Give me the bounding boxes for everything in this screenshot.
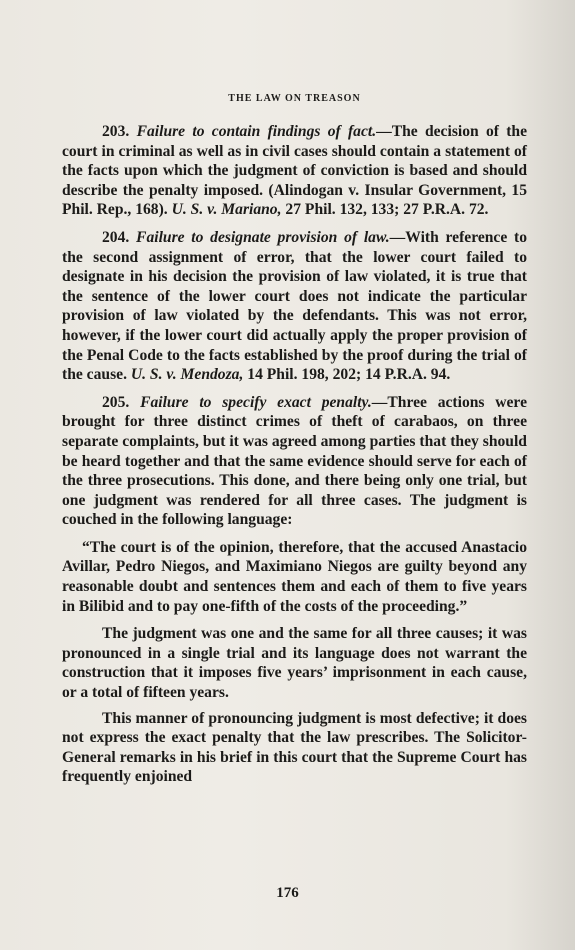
citation-reference: 14 Phil. 198, 202; 14 P.R.A. 94. bbox=[247, 366, 451, 384]
citation-case: U. S. v. Mendoza, bbox=[130, 366, 244, 384]
section-heading: Failure to specify exact penalty. bbox=[140, 393, 372, 411]
body-paragraph: The judgment was one and the same for all three causes; it was pronounced in a single trial and its language does not warrant the construction that it imposes five years’ imprisonment in each cause, or a total of fifteen years. bbox=[62, 625, 527, 702]
section-number: 204. bbox=[102, 228, 130, 246]
body-paragraph: This manner of pronouncing judgment is most defective; it does not express the exact penalty that the law prescribes. The Solicitor-General remarks in his brief in this court that the Supreme Court has frequently enjoined bbox=[62, 709, 527, 786]
section-text: —With reference to the second assignment of error, that the lower court failed to designate in his decision the provision of law violated, it is true that the sentence of the lower court does not indicate the particular provision of law violated by the defendants. This was not error, however, if the lower court did actually apply the proper provision of the Penal Code to the facts established by the proof during the trial of the cause. bbox=[62, 228, 527, 384]
page-number: 176 bbox=[276, 885, 299, 901]
section-text: —The decision of the court in criminal as well as in civil cases should contain a statement of the facts upon which the judgment of conviction is based and should describe the penalty imposed. (Alindogan v. Insular Government, 15 Phil. Rep., 168). bbox=[62, 123, 528, 219]
block-quote: “The court is of the opinion, therefore, that the accused Anastacio Avillar, Pedro Niegos, and Maximiano Niegos are guilty beyond any reasonable doubt and sentences them and each of them to five years in Bilibid and to pay one-fifth of the costs of the proceeding.” bbox=[62, 538, 527, 615]
section-number: 205. bbox=[102, 393, 130, 411]
citation-reference: 27 Phil. 132, 133; 27 P.R.A. 72. bbox=[285, 201, 489, 219]
citation-case: U. S. v. Mariano, bbox=[171, 201, 282, 219]
section-number: 203. bbox=[102, 123, 130, 140]
section-text: —Three actions were brought for three distinct crimes of theft of carabaos, on three separate complaints, but it was agreed among parties that they should be heard together and that the same evidence should serve for each of the three prosecutions. This done, and there being only one trial, but one judgment was rendered for all three cases. The judgment is couched in the following language: bbox=[62, 393, 527, 529]
section-204 bbox=[62, 228, 527, 385]
running-head: THE LAW ON TREASON bbox=[228, 93, 361, 104]
section-205 bbox=[62, 393, 527, 530]
section-203 bbox=[62, 122, 527, 220]
section-heading: Failure to contain findings of fact. bbox=[136, 123, 377, 140]
section-heading: Failure to designate provision of law. bbox=[136, 228, 390, 246]
